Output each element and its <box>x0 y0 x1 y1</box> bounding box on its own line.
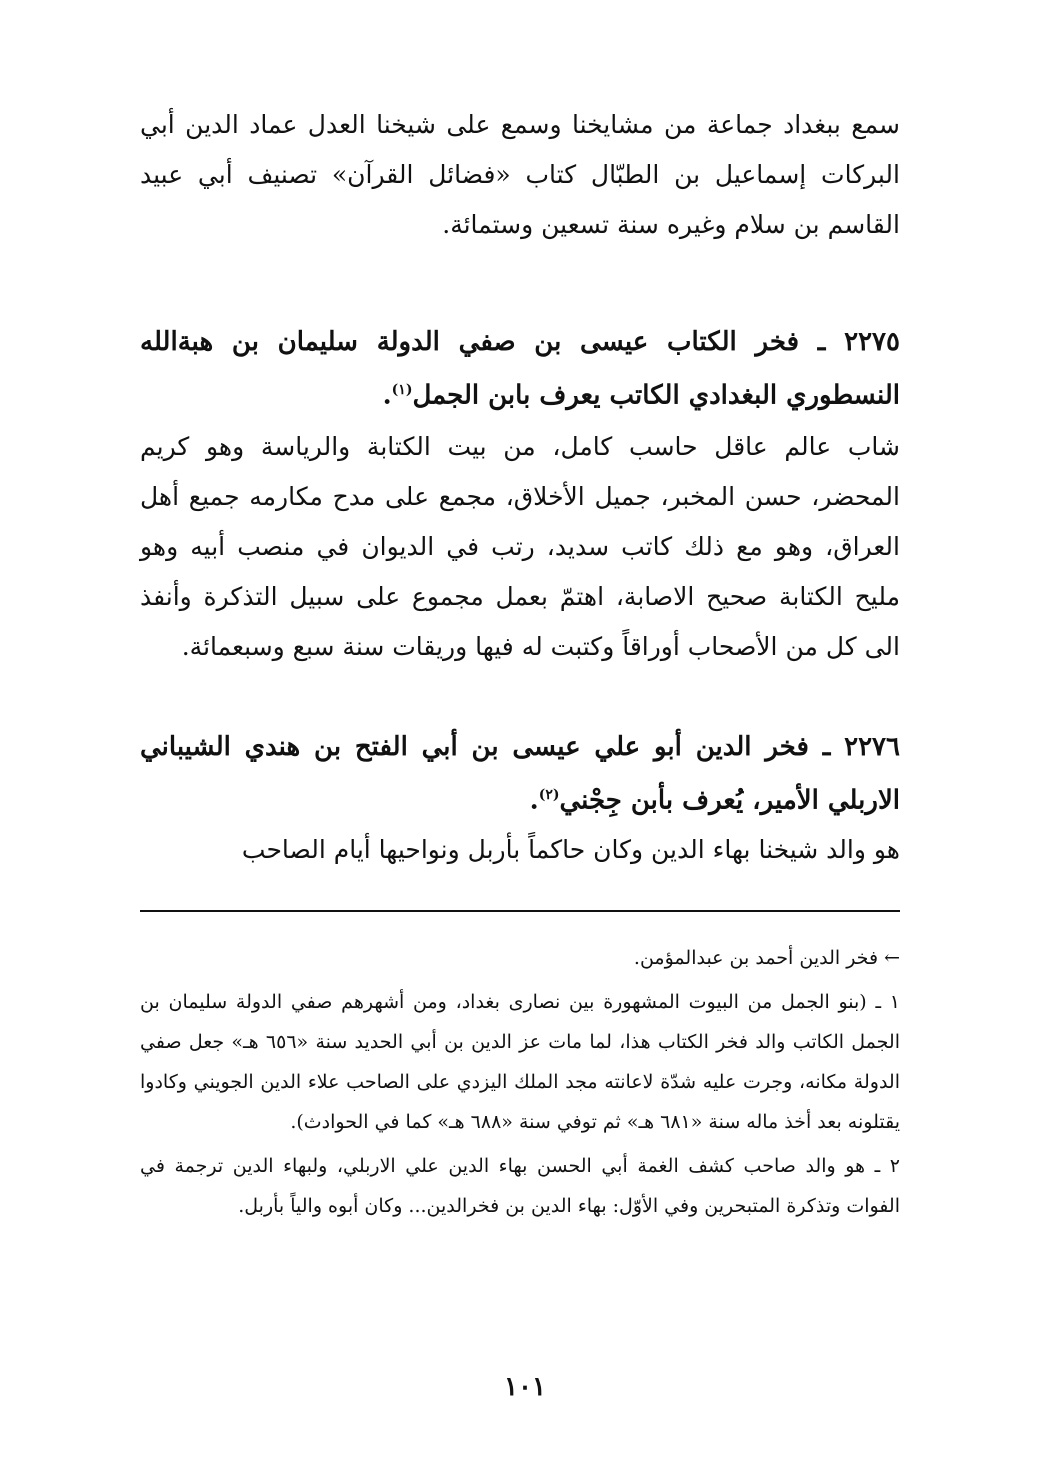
entry-body-2276: هو والد شيخنا بهاء الدين وكان حاكماً بأربل ونواحيها أيام الصاحب <box>241 835 900 864</box>
entry-title: ـ فخر الدين أبو علي عيسى بن أبي الفتح بن هندي الشيباني الاربلي الأمير، يُعرف بأبن جِجْني <box>140 732 900 816</box>
footnote-ref: (١) <box>391 382 413 398</box>
footnotes <box>140 938 900 1230</box>
paragraph-continuation: سمع ببغداد جماعة من مشايخنا وسمع على شيخنا العدل عماد الدين أبي البركات إسماعيل بن الطبّال كتاب «فضائل القرآن» تصنيف أبي عبيد القاسم بن سلام وغيره سنة تسعين وستمائة. <box>140 110 900 239</box>
footnote-1: ١ ـ (بنو الجمل من البيوت المشهورة بين نصارى بغداد، ومن أشهرهم صفي الدولة سليمان بن الجمل الكاتب والد فخر الكتاب هذا، لما مات عز الدين بن أبي الحديد سنة «٦٥٦ هـ» جعل صفي الدولة مكانه، وجرت عليه شدّة لاعانته مجد الملك اليزدي على الصاحب علاء الدين الجويني وكادوا يقتلونه بعد أخذ ماله سنة «٦٨١ هـ» ثم توفي سنة «٦٨٨ هـ» كما في الحوادث). <box>140 991 900 1133</box>
page-number: ١٠١ <box>504 1372 546 1402</box>
entry-heading-2275 <box>140 318 900 420</box>
footnote-continuation: ← فخر الدين أحمد بن عبدالمؤمن. <box>633 947 900 969</box>
footnote-2: ٢ ـ هو والد صاحب كشف الغمة أبي الحسن بهاء الدين علي الاربلي، ولبهاء الدين ترجمة في الفوات وتذكرة المتبحرين وفي الأوّل: بهاء الدين بن فخرالدين... وكان أبوه والياً بأربل. <box>140 1155 900 1217</box>
footnote-divider <box>140 910 900 912</box>
entry-title: ـ فخر الكتاب عيسى بن صفي الدولة سليمان بن هبةالله النسطوري البغدادي الكاتب يعرف بابن الجمل <box>140 327 900 411</box>
entry-heading-2276 <box>140 723 900 825</box>
entry-body-2275: شاب عالم عاقل حاسب كامل، من بيت الكتابة والرياسة وهو كريم المحضر، حسن المخبر، جميل الأخلاق، مجمع على مدح مكارمه جميع أهل العراق، وهو مع ذلك كاتب سديد، رتب في الديوان في منصب أبيه وهو مليح الكتابة صحيح الاصابة، اهتمّ بعمل مجموع على سبيل التذكرة وأنفذ الى كل من الأصحاب أوراقاً وكتبت له فيها وريقات سنة سبع وسبعمائة. <box>140 432 900 661</box>
entry-title-end: . <box>529 785 539 816</box>
entry-title-end: . <box>382 380 392 411</box>
entry-number: ٢٢٧٥ <box>844 327 900 357</box>
entry-number: ٢٢٧٦ <box>844 732 900 762</box>
footnote-ref: (٢) <box>538 787 560 803</box>
